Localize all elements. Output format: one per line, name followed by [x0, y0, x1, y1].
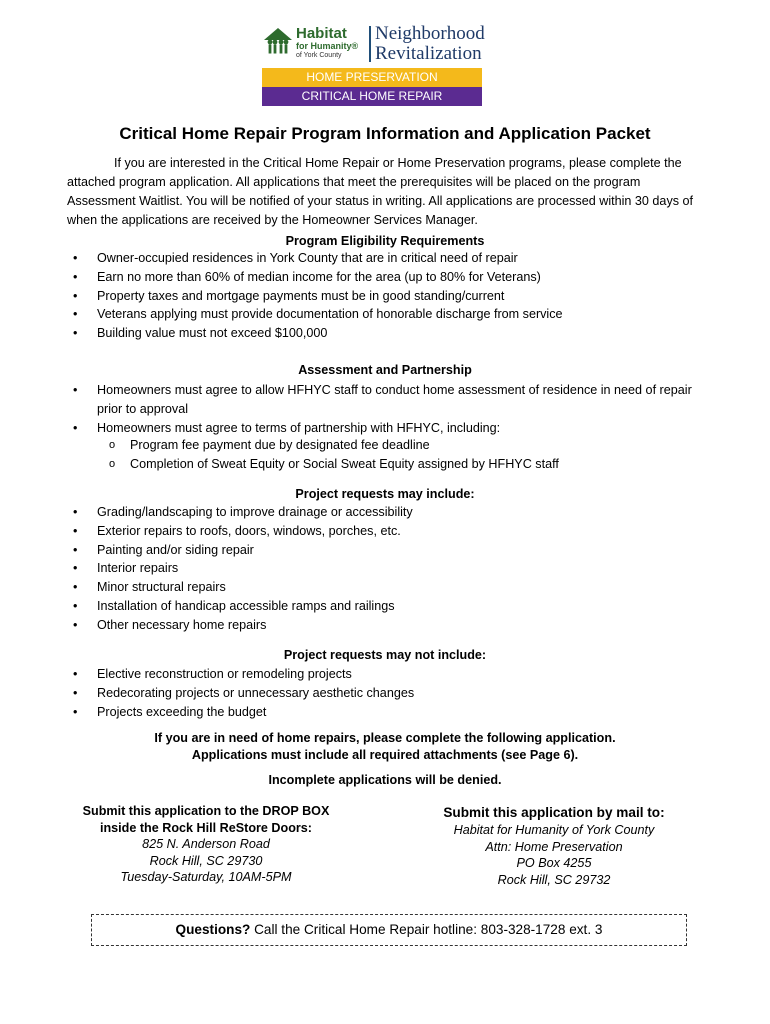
- assessment-list: [68, 381, 708, 437]
- list-item: • Other necessary home repairs: [68, 616, 708, 635]
- list-item: • Veterans applying must provide documentation of honorable discharge from service: [68, 305, 708, 324]
- home-preservation-band: HOME PRESERVATION: [262, 68, 482, 87]
- mail-line-3: PO Box 4255: [516, 856, 592, 870]
- drop-box-line-2: inside the Rock Hill ReStore Doors:: [99, 820, 313, 835]
- program-logo: [262, 22, 485, 104]
- list-item: • Exterior repairs to roofs, doors, windows, porches, etc.: [68, 522, 708, 541]
- drop-box-line-1: Submit this application to the DROP BOX: [82, 804, 330, 818]
- list-item: • Interior repairs: [68, 559, 708, 578]
- mail-instructions: [404, 804, 704, 888]
- list-item: • Elective reconstruction or remodeling projects: [68, 665, 708, 684]
- intro-text: If you are interested in the Critical Home Repair or Home Preservation programs, please complete the attached program application. All applications that meet the prerequisites will be placed on the program Assessment Waitlist. You will be notified of your status in writing. All applications are processed within 30 days of when the applications are received by the Homeowner Services Manager.: [67, 156, 694, 227]
- neighborhood-revitalization-wordmark: [375, 24, 485, 64]
- mail-line-1: Habitat for Humanity of York County: [453, 823, 655, 837]
- logo-right-line-1: Neighborhood: [375, 23, 485, 44]
- include-list: [68, 503, 708, 635]
- mail-line-2: Attn: Home Preservation: [485, 839, 623, 854]
- drop-box-address-2: Rock Hill, SC 29730: [149, 853, 263, 868]
- questions-label: Questions?: [175, 922, 251, 937]
- questions-text: Call the Critical Home Repair hotline: 803-328-1728 ext. 3: [250, 922, 603, 937]
- list-item: • Homeowners must agree to allow HFHYC staff to conduct home assessment of residence in need of repair prior to approval: [68, 381, 708, 419]
- list-item: [68, 419, 708, 438]
- logo-top: [262, 22, 485, 66]
- notice-line-2: Applications must include all required attachments (see Page 6).: [191, 748, 579, 762]
- critical-home-repair-band: CRITICAL HOME REPAIR: [262, 87, 482, 106]
- habitat-house-people-icon: [262, 26, 294, 58]
- sub-list-item: o Program fee payment due by designated fee deadline: [68, 436, 708, 455]
- logo-right-line-2: Revitalization: [375, 42, 482, 64]
- list-item: • Building value must not exceed $100,000: [68, 324, 708, 343]
- logo-divider: [369, 26, 371, 62]
- drop-box-address-1: 825 N. Anderson Road: [142, 837, 270, 851]
- list-item: • Minor structural repairs: [68, 578, 708, 597]
- notice-line-3: Incomplete applications will be denied.: [268, 773, 502, 787]
- eligibility-heading: Program Eligibility Requirements: [285, 234, 485, 248]
- list-item: • Painting and/or siding repair: [68, 541, 708, 560]
- include-heading: Project requests may include:: [295, 487, 475, 501]
- list-item: • Installation of handicap accessible ramps and railings: [68, 597, 708, 616]
- drop-box-hours: Tuesday-Saturday, 10AM-5PM: [120, 870, 292, 884]
- sub-list-item: o Completion of Sweat Equity or Social Sweat Equity assigned by HFHYC staff: [68, 455, 708, 474]
- exclude-heading: Project requests may not include:: [283, 648, 487, 662]
- eligibility-list: [68, 249, 708, 343]
- list-item: • Owner-occupied residences in York County that are in critical need of repair: [68, 249, 708, 268]
- page-title: Critical Home Repair Program Information and Application Packet: [119, 124, 651, 143]
- habitat-wordmark: [296, 26, 370, 59]
- list-item-text: Homeowners must agree to terms of partnership with HFHYC, including:: [97, 420, 501, 435]
- notice-line-1: If you are in need of home repairs, please complete the following application.: [154, 731, 616, 745]
- mail-heading: Submit this application by mail to:: [443, 805, 665, 820]
- exclude-list: [68, 665, 708, 721]
- intro-paragraph: [67, 154, 697, 230]
- mail-line-4: Rock Hill, SC 29732: [497, 872, 611, 887]
- logo-line-3: of York County: [296, 52, 342, 59]
- list-item: • Projects exceeding the budget: [68, 703, 708, 722]
- list-item: • Redecorating projects or unnecessary aesthetic changes: [68, 684, 708, 703]
- assessment-heading: Assessment and Partnership: [298, 363, 472, 377]
- logo-line-2: for Humanity®: [296, 41, 359, 51]
- assessment-sublist: [68, 436, 708, 474]
- list-item: • Earn no more than 60% of median income for the area (up to 80% for Veterans): [68, 268, 708, 287]
- list-item: • Property taxes and mortgage payments must be in good standing/current: [68, 287, 708, 306]
- list-item: • Grading/landscaping to improve drainage or accessibility: [68, 503, 708, 522]
- drop-box-instructions: [58, 803, 354, 886]
- questions-box: [91, 914, 687, 946]
- logo-line-1: Habitat: [296, 25, 347, 42]
